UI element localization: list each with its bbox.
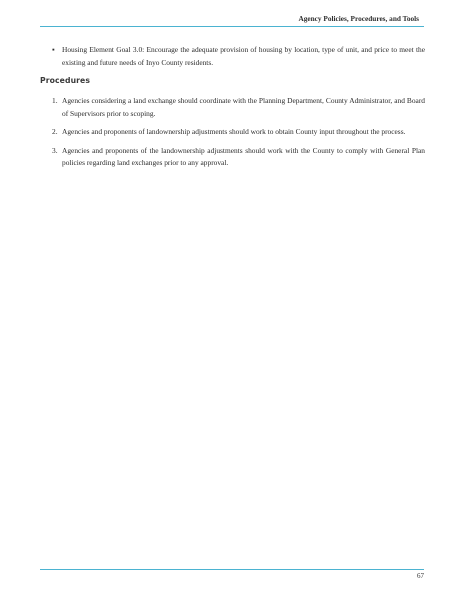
procedure-text: Agencies and proponents of landownership adjustments should work to obtain County input throughout the process. — [62, 127, 406, 137]
bullet-list-item — [52, 44, 425, 69]
section-heading-procedures: Procedures — [40, 76, 91, 85]
procedures-list — [52, 95, 425, 176]
procedure-number: 2. — [52, 127, 58, 137]
page-number: 67 — [417, 572, 424, 580]
procedure-item — [52, 95, 425, 120]
procedure-item — [52, 126, 425, 139]
header-divider — [40, 26, 424, 27]
bullet-marker: ▪ — [52, 45, 55, 54]
procedure-item — [52, 145, 425, 170]
running-header-title: Agency Policies, Procedures, and Tools — [298, 14, 419, 23]
procedure-text: Agencies considering a land exchange should coordinate with the Planning Department, County Administrator, and Board of Supervisors prior to scoping. — [62, 96, 425, 118]
bullet-text: Housing Element Goal 3.0: Encourage the adequate provision of housing by location, type of unit, and price to meet the existing and future needs of Inyo County residents. — [62, 45, 425, 67]
procedure-number: 1. — [52, 96, 58, 105]
procedure-number: 3. — [52, 145, 58, 155]
procedure-text: Agencies and proponents of the landownership adjustments should work with the County to comply with General Plan policies regarding land exchanges prior to any approval. — [62, 145, 425, 168]
footer-divider — [40, 569, 424, 570]
